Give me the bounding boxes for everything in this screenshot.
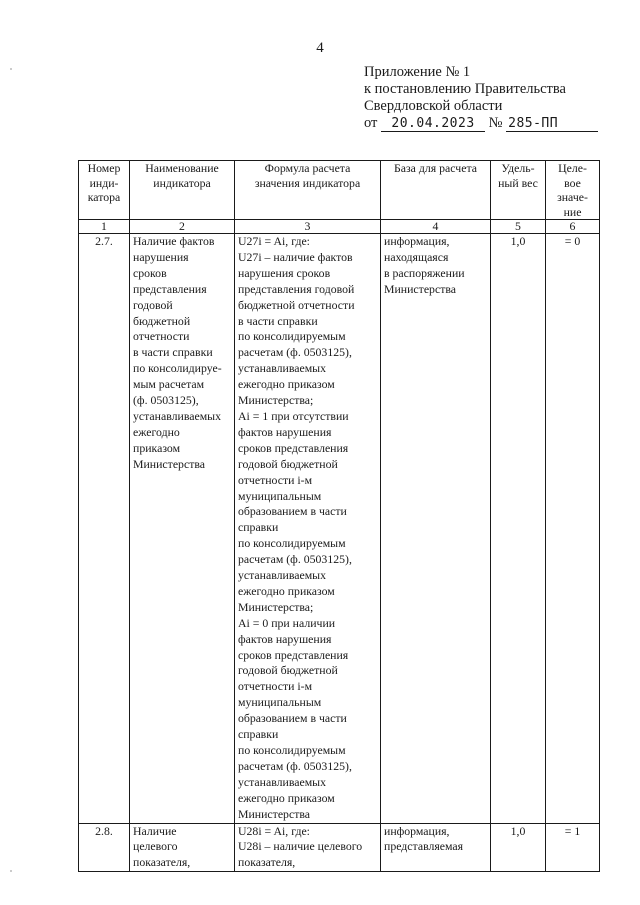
column-number: 6 [546, 220, 600, 234]
appendix-title: Приложение № 1 [364, 64, 471, 80]
header-formula: Формула расчета значения индикатора [235, 161, 381, 220]
indicator-name: Наличие целевого показателя, [130, 823, 235, 872]
indicator-number: 2.7. [79, 234, 130, 824]
column-number: 2 [130, 220, 235, 234]
indicator-base: информация, представляемая [381, 823, 491, 872]
appendix-date-number-line [364, 115, 598, 132]
indicator-target: = 0 [546, 234, 600, 824]
page-number: 4 [316, 40, 324, 56]
appendix-resolution-line: к постановлению Правительства [364, 81, 566, 97]
indicator-weight: 1,0 [491, 234, 546, 824]
indicator-weight: 1,0 [491, 823, 546, 872]
header-target: Целе- вое значе- ние [546, 161, 600, 220]
header-base: База для расчета [381, 161, 491, 220]
table-row [79, 234, 600, 824]
table-row [79, 823, 600, 872]
number-label: № [488, 115, 503, 131]
table-header-row [79, 161, 600, 220]
resolution-number: 285-ПП [506, 117, 598, 132]
column-number: 4 [381, 220, 491, 234]
indicator-base: информация, находящаяся в распоряжении Министерства [381, 234, 491, 824]
indicator-number: 2.8. [79, 823, 130, 872]
header-name: Наименование индикатора [130, 161, 235, 220]
appendix-header [364, 64, 598, 132]
header-weight: Удель- ный вес [491, 161, 546, 220]
from-label: от [364, 115, 378, 131]
column-number: 5 [491, 220, 546, 234]
column-number: 3 [235, 220, 381, 234]
appendix-region-line: Свердловской области [364, 98, 503, 114]
indicator-target: = 1 [546, 823, 600, 872]
scan-mark [10, 870, 12, 872]
table-column-numbers-row [79, 220, 600, 234]
indicator-name: Наличие фактов нарушения сроков представления годовой бюджетной отчетности в части справки по консолидируе- мым расчетам (ф. 0503125), устанавливаемых ежегодно приказом Министерства [130, 234, 235, 824]
indicator-formula: U27i = Ai, где: U27i – наличие фактов нарушения сроков представления годовой бюджетной отчетности в части справки по консолидируемым расчетам (ф. 0503125), устанавливаемых ежегодно приказом Министерства; Ai = 1 при отсутствии фактов нарушения сроков представления годовой бюджетной отчетности i-м муниципальным образованием в части справки по консолидируемым расчетам (ф. 0503125), устанавливаемых ежегодно приказом Министерства; Ai = 0 при наличии фактов нарушения сроков представления годовой бюджетной отчетности i-м муниципальным образованием в части справки по консолидируемым расчетам (ф. 0503125), устанавливаемых ежегодно приказом Министерства [235, 234, 381, 824]
scan-mark [10, 68, 12, 70]
indicators-table [78, 160, 600, 872]
header-number: Номер инди- катора [79, 161, 130, 220]
resolution-date: 20.04.2023 [381, 117, 485, 132]
indicator-formula: U28i = Ai, где: U28i – наличие целевого показателя, [235, 823, 381, 872]
column-number: 1 [79, 220, 130, 234]
